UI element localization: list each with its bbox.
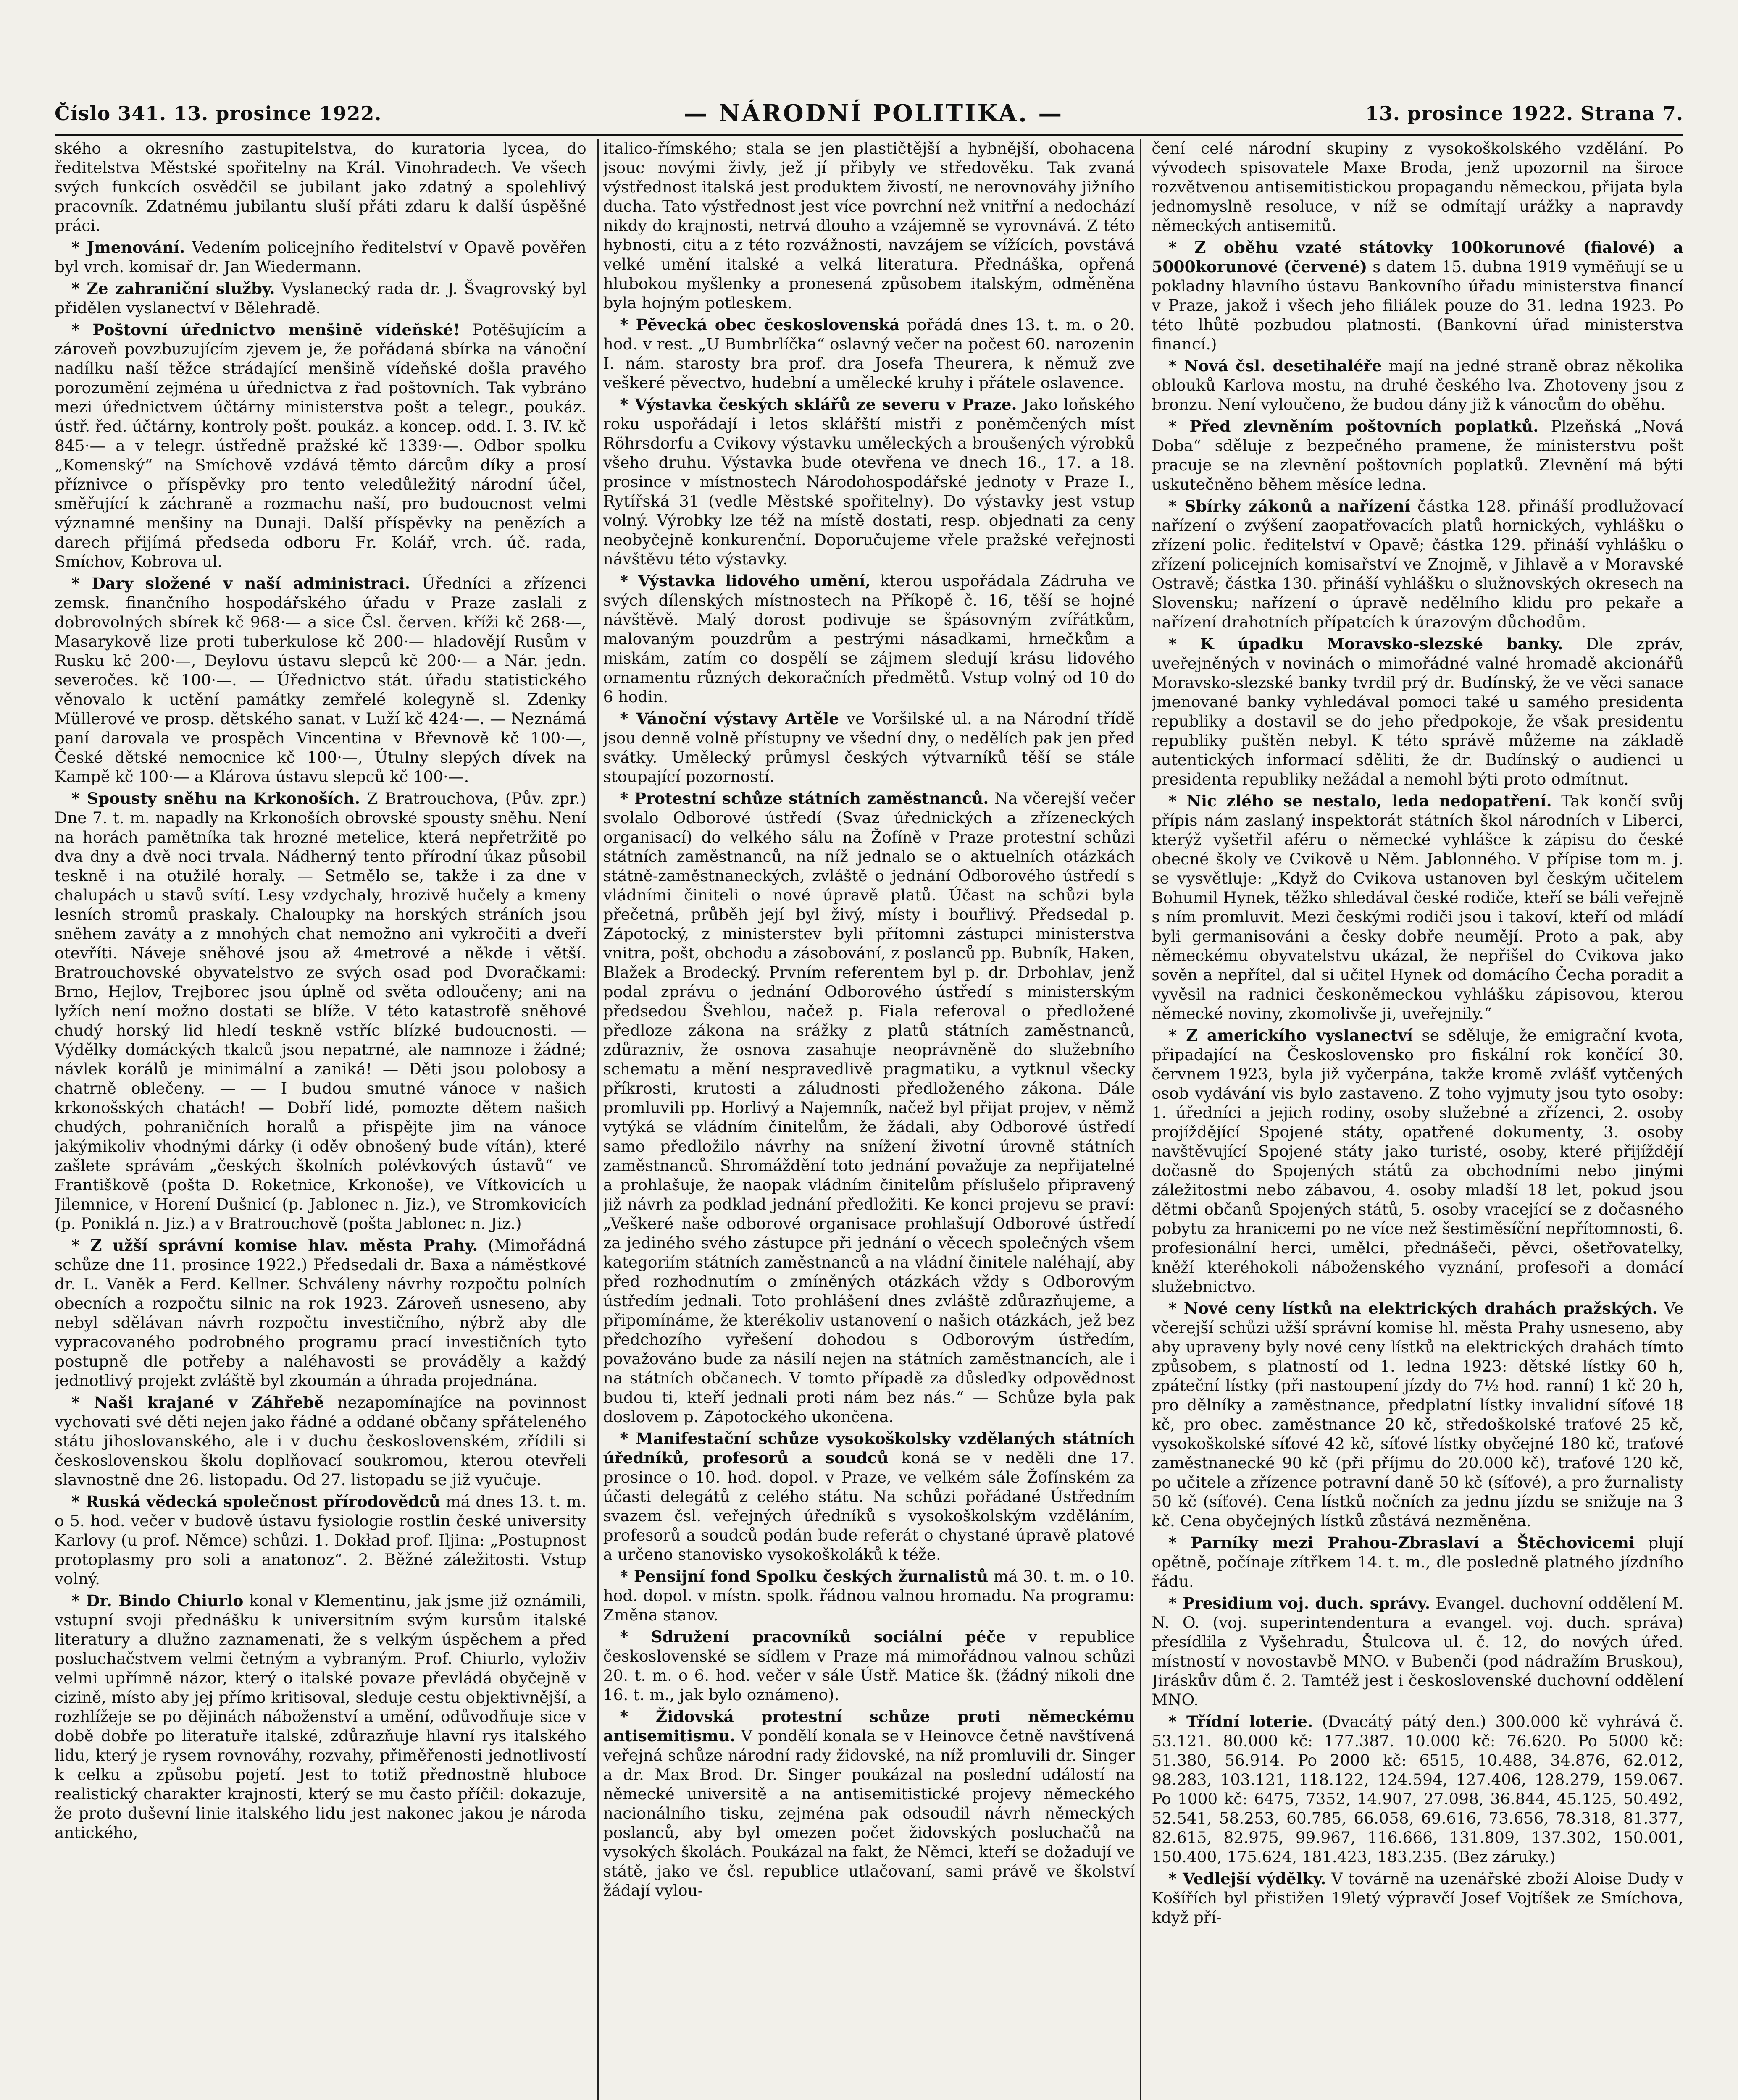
article: [603, 789, 1135, 1426]
article-heading: * K úpadku Moravsko-slezské banky.: [1168, 635, 1563, 653]
article: [55, 139, 586, 235]
article: [55, 1236, 586, 1390]
article-text: plují opětně, počínaje zítřkem 14. t. m., dle posledně platného jízdního řádu.: [1152, 1533, 1683, 1591]
article-heading: * Presidium voj. duch. správy.: [1168, 1594, 1430, 1612]
article: [1152, 356, 1683, 414]
article: [55, 1393, 586, 1489]
article: [1152, 417, 1683, 494]
article-heading: * Z užší správní komise hlav. města Prahy.: [71, 1236, 478, 1255]
article-heading: * Pensijní fond Spolku českých žurnalistů: [620, 1567, 989, 1586]
article-text: mají na jedné straně obraz několika oblouků Karlova mostu, na druhé českého lva. Zhotoveny jsou z bronzu. Není vyloučeno, že budou dány již k vánocům do oběhu.: [1152, 357, 1683, 414]
page-header: [55, 94, 1683, 132]
article-heading: * Poštovní úřednictvo menšině vídeňské!: [71, 320, 460, 339]
article: [55, 574, 586, 786]
article-text: Z Bratrouchova, (Pův. zpr.) Dne 7. t. m. napadly na Krkonoších obrovské spousty sněhu. Není na horách pamětníka tak hrozné metelice, která nepřetržitě po dva dny a dvě noci trvala. Nádherný tento přírodní úkaz působil teskně i na otužilé horaly. — Setmělo se, takže i za dne v chalupách u stavů svítí. Lesy vzdychaly, hrozivě hučely a kmeny lesních stromů praskaly. Chaloupky na horských stráních jsou sněhem zaváty a z mnohých chat nemožno ani vykročiti a dveří otevříti. Náveje sněhové jsou až 4metrové a někde i větší. Bratrouchovské obyvatelstvo ze svých osad pod Dvoračkami: Brno, Hejlov, Trejborec jsou úplně od světa odloučeny; ani na lyžích není možno dostati se blíže. V této katastrofě sněhové chudý horský lid hledí teskně vstříc blízké budoucnosti. — Výdělky domáckých tkalců jsou nepatrné, ale namnoze i žádné; návlek korálů je minimální a zaniká! — Děti jsou polobosy a chatrně oblečeny. — — I budou smutné vánoce v našich krkonošských chatách! — Dobří lidé, pomozte dětem našich chudých, pohraničních horalů a přispějte jim na vánoce jakýmikoliv vhodnými dárky (i oděv obnošený bude vítán), které zašlete správám „českých školních polévkových ústavů“ ve Františkově (pošta D. Roketnice, Krkonoše), ve Vítkovicích u Jilemnice, v Horení Dušnicí (p. Jablonec n. Jiz.), ve Stromkovicích (p. Poniklá n. Jiz.) a v Bratrouchově (pošta Jablonec n. Jiz.): [55, 789, 586, 1233]
article: [55, 1591, 586, 1842]
article-heading: * Sdružení pracovníků sociální péče: [620, 1628, 1006, 1646]
header-left: Číslo 341. 13. prosince 1922.: [55, 102, 382, 125]
article-heading: * Třídní loterie.: [1168, 1712, 1313, 1731]
article: [55, 789, 586, 1233]
article-heading: * Nová čsl. desetihaléře: [1168, 357, 1382, 375]
article: [1152, 1026, 1683, 1296]
article-text: Vyslanecký rada dr. J. Švagrovský byl přidělen vyslanectví v Bělehradě.: [55, 279, 586, 317]
article-heading: * Z oběhu vzaté státovky 100korunové (fialové) a 5000korunové (červené): [1152, 238, 1683, 276]
article-text: Potěšujícím a zároveň povzbuzujícím zjevem je, že pořádaná sbírka na vánoční nadílku naší těžce strádající menšině vídeňské došla pravého porozumění zejména u úřednictva z řad poštovních. Tak vybráno mezi úřednictvem účtárny ministerstva pošt a telegr., poukáz. ústř. řed. účtárny, kontroly pošt. poukáz. a koncep. odd. I. 3. IV. kč 845·— a v telegr. ústředně pražské kč 1339·—. Odbor spolku „Komenský“ na Smíchově vzdává těmto dárcům díky a prosí příznivce o příspěvky pro tento veledůležitý národní účel, směřující k záchraně a rozmachu naší, pro budoucnost velmi významné menšiny na Dunaji. Další příspěvky na penězích a darech přijímá předseda odboru Fr. Kolář, vrch. úč. rada, Smíchov, Kobrova ul.: [55, 320, 586, 571]
article-heading: * Pěvecká obec československá: [620, 315, 900, 334]
article: [603, 1707, 1135, 1900]
column-2: [603, 139, 1135, 2100]
article: [55, 238, 586, 276]
article-heading: * Nic zlého se nestalo, leda nedopatření.: [1168, 792, 1552, 810]
article: [1152, 139, 1683, 235]
article: [603, 395, 1135, 569]
article-heading: * Nové ceny lístků na elektrických drahách pražských.: [1168, 1299, 1658, 1318]
article-heading: * Ze zahraniční služby.: [71, 279, 275, 298]
article: [1152, 634, 1683, 789]
article: [1152, 1593, 1683, 1709]
header-rule: [55, 134, 1683, 136]
article-heading: * Ruská vědecká společnost přírodovědců: [71, 1492, 440, 1511]
article-text: koná se v neděli dne 17. prosince o 10. hod. dopol. v Praze, ve velkém sále Žofínském za účasti delegátů z celého státu. Na schůzi pořádané Ústředním svazem čsl. veřejných úředníků s vysokoškolským vzděláním, profesorů a soudců podán bude referát o chystané úpravě platové a určeno stanovisko vysokoškoláků k téže.: [603, 1449, 1135, 1564]
article-text: nezapomínajíce na povinnost vychovati své děti nejen jako řádné a oddané občany spřáteleného státu jihoslovanského, ale i v duchu československém, zřídili si československou školu doplňovací soukromou, kterou otevřeli slavnostně dne 26. listopadu. Od 27. listopadu se již vyučuje.: [55, 1393, 586, 1489]
article: [1152, 238, 1683, 354]
article-text: V továrně na uzenářské zboží Aloise Dudy v Košířích byl přistižen 19letý výpravčí Josef Vojtíšek ze Smíchova, když pří-: [1152, 1869, 1683, 1927]
article-text: Úředníci a zřízenci zemsk. finančního hospodářského úřadu v Praze zaslali z dobrovolných sbírek kč 968·— a sice Čsl. červen. kříži kč 268·—, Masarykově lize proti tuberkulose kč 200·— hladovějí Rusům v Rusku kč 200·—, Deylovu ústavu slepců kč 200·— a Nár. jedn. severočes. kč 100·—. — Úřednictvo stát. úřadu statistického věnovalo k uctění památky zemřelé kolegyně sl. Zdenky Müllerové ve prosp. dětského sanat. v Luží kč 424·—. — Neznámá paní darovala ve prospěch Vincentina v Břevnově kč 100·—, České dětské nemocnice kč 100·—, Útulny slepých dívek na Kampě kč 100·— a Klárova ústavu slepců kč 100·—.: [55, 574, 586, 786]
article-heading: * Vánoční výstavy Artěle: [620, 709, 839, 728]
columns: [55, 139, 1683, 2100]
article-heading: * Výstavka českých sklářů ze severu v Praze.: [620, 395, 1017, 414]
article: [1152, 791, 1683, 1023]
article-text: kterou uspořádala Zádruha ve svých dílenských místnostech na Příkopě č. 16, těší se hojné návštěvě. Malý dorost podivuje se špásovným zvířátkům, malovaným pouzdrům a pestrými násadkami, hrnečkům a miskám, zatím co dospělí se zájmem sledují krásu lidového ornamentu různých dekoračních předmětů. Vstup volný od 10 do 6 hodin.: [603, 572, 1135, 706]
article-text: Plzeňská „Nová Doba“ sděluje z bezpečného pramene, že ministerstvu pošt pracuje se na zlevnění poštovních poplatků. Zlevnění má býti uskutečněno během měsíce ledna.: [1152, 417, 1683, 494]
article-text: má dnes 13. t. m. o 5. hod. večer v budově ústavu fysiologie rostlin české university Karlovy (u prof. Němce) schůzi. 1. Dokład prof. Iljina: „Postupnost protoplasmy pro soli a anatonoz“. 2. Běžné záležitosti. Vstup volný.: [55, 1492, 586, 1588]
article-heading: * Jmenování.: [71, 238, 185, 257]
article-heading: * Naši krajané v Záhřebě: [71, 1393, 324, 1412]
article: [1152, 1299, 1683, 1530]
article-text: ve Voršilské ul. a na Národní třídě jsou denně volně přístupny ve všední dny, o nedělích pak jen před svátky. Umělecký průmysl českých výtvarníků těší se stále stoupající pozorností.: [603, 709, 1135, 786]
article-text: konal v Klementinu, jak jsme již oznámili, vstupní svoji přednášku k universitním svým kursům italské literatury a dlužno zaznamenati, že s velkým úspěchem a před posluchačstvem velmi četným a vybraným. Prof. Chiurlo, vyloživ velmi upřímně názor, který o italské povaze převládá obyčejně v cizině, místo aby jej přímo kritisoval, sleduje cestu objektivnější, a rozhlížeje se po dějinách náboženství a umění, odůvodňuje sice v době dobře po literatuře italské, zdůrazňuje hlavní rys italského lidu, který je rysem rovnováhy, rozvahy, přiměřenosti jednotlivostí k celku a způsobu pojetí. Jest to totiž přednostně hluboce realistický charakter krajnosti, který se mu často příčil: dokazuje, že proto duševní linie italského lidu jest nakonec jakou je národa antického,: [55, 1591, 586, 1842]
article-text: s datem 15. dubna 1919 vyměňují se u pokladny hlavního ústavu Bankovního úřadu ministerstva financí v Praze, jakož i všech jeho filiálek pouze do 31. ledna 1923. Po této lhůtě pozbudou platnosti. (Bankovní úřad ministerstva financí.): [1152, 257, 1683, 353]
article-text: Dle zpráv, uveřejněných v novinách o mimořádné valné hromadě akcionářů Moravsko-slezské banky tvrdil prý dr. Budínský, že ve věci sanace jmenované banky vyhledával pomoci také u samého presidenta republiky a dostavil se do jeho předpokoje, že však presidentu republiky puštěn nebyl. K této správě můžeme na základě autentických informací sděliti, že dr. Budínský o audienci u presidenta republiky nežádal a nemohl býti proto odmítnut.: [1152, 635, 1683, 788]
article: [603, 1627, 1135, 1704]
article-text: se sděluje, že emigrační kvota, připadající na Československo pro fiskální rok končící 30. červnem 1923, byla již vyčerpána, takže kromě zvlášť vytčených osob vydávání vis bylo zastaveno. Z toho vyjmuty jsou tyto osoby: 1. úředníci a jejich rodiny, osoby služebné a zřízenci, 2. osoby projíždějící Spojené státy, opatřené dokumenty, 3. osoby navštěvující Spojené státy jako turisté, osoby, které přijíždějí dočasně do Spojených států za obchodními nebo jinými záležitostmi nebo zábavou, 4. osoby mladší 18 let, pokud jsou dětmi občanů Spojených států, 5. osoby vracející se z dočasného pobytu za hranicemi po ne více než šestiměsíční nepřítomnosti, 6. profesionální herci, umělci, přednášeči, pěvci, ošetřovatelky, kněží kteréhokoli náboženského vyznání, profesoři a domácí služebnictvo.: [1152, 1026, 1683, 1296]
article-text: pořádá dnes 13. t. m. o 20. hod. v rest. „U Bumbrlíčka“ oslavný večer na počest 60. narozenin I. nám. starosty bra prof. dra Josefa Theurera, k němuž zve veškeré pěvectvo, hudební a umělecké kruhy i přátele oslavence.: [603, 315, 1135, 392]
article: [603, 571, 1135, 706]
article: [603, 1567, 1135, 1625]
article-heading: * Z americkího vyslanectví: [1168, 1026, 1413, 1045]
article-text: Tak končí svůj přípis nám zaslaný inspektorát státních škol národních v Liberci, kterýž vyšetřil aféru o německé vyhlášce k zápisu do české obecné školy ve Cvikově u Něm. Jablonného. V přípise tom m. j. se vysvětluje: „Když do Cvikova ustanoven byl českým učitelem Bohumil Hynek, těžko shledával české rodiče, kteří se báli veřejně s ním promluvit. Mezi českými rodiči jsou i takoví, kteří od mládí byli germanisováni a česky dobře neumějí. Proto a pak, aby německému obyvatelstvu ukázal, že nepřišel do Cvikova jako sověn a nepřítel, dal si učitel Hynek od domácího Čecha poradit a vyvěsil na radnici českoněmeckou vyhlášku zápisovou, kterou německé noviny, zkomolivše ji, uveřejnily.“: [1152, 792, 1683, 1023]
article: [603, 315, 1135, 392]
article: [1152, 1869, 1683, 1927]
article-text: čení celé národní skupiny z vysokoškolského vzdělání. Po vývodech spisovatele Maxe Broda, jenž upozornil na široce rozvětvenou antisemitistickou propagandu německou, přijata byla jednomyslně resoluce, v níž se odmítají urážky a napravdy německých antisemitů.: [1152, 139, 1683, 235]
article-heading: * Sbírky zákonů a nařízení: [1168, 497, 1410, 515]
header-right: 13. prosince 1922. Strana 7.: [1365, 102, 1683, 125]
article-text: v republice československé se sídlem v Praze má mimořádnou valnou schůzi 20. t. m. o 6. hod. večer v sále Ústř. Matice šk. (žádný nikoli dne 16. t. m., jak bylo oznámeno).: [603, 1628, 1135, 1704]
article-text: částka 128. přináší prodlužovací nařízení o zvýšení zaopatřovacích platů hornických, vyhlášku o zřízení polic. ředitelství v Opavě; částka 129. přináší vyhlášku o zřízení policejních komisařství ve Znojmě, v Jihlavě a v Moravské Ostravě; částka 130. přináší vyhlášku o služnovských okresech na Slovensku; nařízení o úpravě nedělního klidu pro pekaře a nařízení drahotních přípatcích k úrazovým důchodům.: [1152, 497, 1683, 631]
article-text: Ve včerejší schůzi užší správní komise hl. města Prahy usneseno, aby aby upraveny byly nové ceny lístků na elektrických drahách tímto způsobem, s platností od 1. ledna 1923: dětské lístky 60 h, zpáteční lístky (při nastoupení jízdy do 7½ hod. ranní) 1 kč 20 h, pro dělníky a zaměstnance, předplatní lístky invalidní síťové 18 kč, pro obec. zaměstnance 20 kč, středoškolské traťové 25 kč, vysokoškolské síťové 42 kč, síťové lístky obyčejné 180 kč, traťové zaměstnanecké 90 kč (při příjmu do 20.000 kč), traťové 120 kč, po učitele a zřízence potravní daně 50 kč (síťové), a pro žurnalisty 50 kč (síťové). Cena lístků nočních za jednu jízdu se snižuje na 3 kč. Cena obyčejných lístků zůstává nezměněna.: [1152, 1299, 1683, 1530]
article-text: Evangel. duchovní oddělení M. N. O. (voj. superintendentura a evangel. voj. duch. správa) přesídlila z Vyšehradu, Štulcova ul. č. 12, do nových úřed. místností v novostavbě MNO. v Bubenči (pod nádražím Bruskou), Jiráskův dům č. 2. Tamtéž jest i československé duchovní oddělení MNO.: [1152, 1594, 1683, 1709]
article: [603, 709, 1135, 786]
column-1: [55, 139, 586, 2100]
article-text: má 30. t. m. o 10. hod. dopol. v místn. spolk. řádnou valnou hromadu. Na programu: Změna stanov.: [603, 1567, 1135, 1624]
article-heading: * Před zlevněním poštovních poplatků.: [1168, 417, 1539, 436]
article-heading: * Židovská protestní schůze proti německému antisemitismu.: [603, 1707, 1135, 1745]
article: [55, 279, 586, 318]
column-divider: [597, 139, 599, 2100]
article-heading: * Spousty sněhu na Krkonoších.: [71, 789, 360, 808]
article: [1152, 496, 1683, 632]
article-text: Na včerejší večer svolalo Odborové ústředí (Svaz úřednických a zřízeneckých organisací) do velkého sálu na Žofíně v Praze protestní schůzi státních zaměstnanců, na níž jednalo se o aktuelních otázkách státně-zaměstnaneckých, zvláště o jednání Odborového ústředí s vládními činiteli o nové úpravě platů. Účast na schůzi byla přečetná, průběh její byl živý, místy i bouřlivý. Předsedal p. Zápotocký, z ministerstev byli přítomni zástupci ministerstva vnitra, pošt, obchodu a zásobování, z poslanců pp. Bubník, Haken, Blažek a Brodecký. Prvním referentem byl p. dr. Drbohlav, jenž podal zprávu o jednání Odborového ústředí s ministerským předsedou Švehlou, načež p. Fiala referoval o předložené předloze zákona na srážky z platů státních zaměstnanců, zdůrazniv, že osnova zasahuje neoprávněně do služebního schematu a mění nespravedlivě pragmatiku, a vytknul všecky příkrosti, krutosti a záludnosti předloženého zákona. Dále promluvili pp. Horlivý a Najemník, načež byl přijat projev, v němž vytýká se vládním činitelům, že žádali, aby Odborové ústředí samo předložilo návrhy na snížení životní úrovně státních zaměstnanců. Shromáždění toto jednání považuje za nepřijatelné a prohlašuje, že naopak vládním činitelům příslušelo připravený již návrh za podklad jednání předložiti. Ke konci projevu se praví: „Veškeré naše odborové organisace prohlašují Odborové ústředí za jediného svého zástupce při jednání o věcech společných všem kategoriím státních zaměstnanců a na vládní činitele naléhají, aby před rozhodnutím o zmíněných otázkách vždy s Odborovým ústředím jednali. Toto prohlášení dnes zvláště zdůrazňujeme, a připomínáme, že kterékoliv ustanovení o našich otázkách, jež bez předchozího vyřešení dohodou s Odborovým ústředím, považováno bude za násilí nejen na státních zaměstnancích, ale i na státních občanech. V tomto případě za důsledky odpovědnost budou ti, kteří jednali proti nám bez nás.“ — Schůze byla pak doslovem p. Zápotockého ukončena.: [603, 789, 1135, 1426]
article-heading: * Vedlejší výdělky.: [1168, 1869, 1326, 1888]
article-heading: * Dr. Bindo Chiurlo: [71, 1591, 244, 1610]
article-heading: * Dary složené v naší administraci.: [71, 574, 410, 593]
article: [603, 139, 1135, 312]
article-text: (Dvacátý pátý den.) 300.000 kč vyhrává č. 53.121. 80.000 kč: 177.387. 10.000 kč: 76.620. Po 5000 kč: 51.380, 56.914. Po 2000 kč: 6515, 10.488, 34.876, 62.012, 98.283, 103.121, 118.122, 124.594, 127.406, 128.279, 159.067. Po 1000 kč: 6475, 7352, 14.907, 27.098, 36.844, 45.125, 50.492, 52.541, 58.253, 60.785, 66.058, 69.616, 73.656, 78.318, 81.377, 82.615, 82.975, 99.967, 116.666, 131.809, 137.302, 150.001, 150.400, 175.624, 181.423, 183.235. (Bez záruky.): [1152, 1712, 1683, 1866]
article: [603, 1429, 1135, 1564]
article-text: ského a okresního zastupitelstva, do kuratoria lycea, do ředitelstva Městské spořitelny na Král. Vinohradech. Ve všech svých funkcích osvědčil se jubilant jako zdatný a spolehlivý pracovník. Zdatnému jubilantu sluší přáti zdaru k další úspěšné práci.: [55, 139, 586, 235]
article-text: italico-římského; stala se jen plastičtější a hybnější, obohacena jsouc novými živly, jež jí přibyly ve středověku. Tak zvaná výstřednost italská jest produktem živostí, ne nerovnováhy jižního ducha. Tato výstřednost jest více povrchní než vnitřní a nedochází nikdy do krajnosti, netrvá dlouho a vzájemně se vyrovnává. Z této hybnosti, citu a z této rozvážnosti, navzájem se vížících, povstává velké umění italské a velká literatura. Přednáška, opřená hlubokou myšlenky a pronesená způsobem italským, odměněna byla hojným potleskem.: [603, 139, 1135, 312]
column-divider: [1140, 139, 1141, 2100]
article: [55, 320, 586, 571]
article: [1152, 1533, 1683, 1591]
article-text: (Mimořádná schůze dne 11. prosince 1922.) Předsedali dr. Baxa a náměstkové dr. L. Vaněk a Ferd. Kellner. Schváleny návrhy rozpočtu polních obecních a rozpočtu silnic na rok 1923. Zároveň usneseno, aby nebyl sdělávan návrh rozpočtu investičního, nýbrž aby dle vypracovaného podrobného programu prací investičních tyto postupně dle potřeby a naléhavosti se prováděly a každý jednotlivý projekt zvláště byl zkoumán a úhrada projednána.: [55, 1236, 586, 1390]
article-heading: * Protestní schůze státních zaměstnanců.: [620, 789, 989, 808]
article-heading: * Výstavka lidového umění,: [620, 572, 871, 590]
article-text: Vedením policejního ředitelství v Opavě pověřen byl vrch. komisař dr. Jan Wiedermann.: [55, 238, 586, 276]
article-text: V pondělí konala se v Heinovce četně navštívená veřejná schůze národní rady židovské, na níž promluvili dr. Singer a dr. Max Brod. Dr. Singer poukázal na poslední událostí na německé universitě a na antisemitistické projevy německého nacionálního tisku, zejména pak odsoudil návrh německých poslanců, aby byl omezen počet židovských posluchačů na vysokých školách. Poukázal na fakt, že Němci, kteří se dožadují ve státě, jako ve čsl. republice utlačovaní, sami právě ve školství žádají vylou-: [603, 1727, 1135, 1900]
article-heading: * Parníky mezi Prahou-Zbraslaví a Štěchovicemi: [1168, 1533, 1635, 1552]
article-heading: * Manifestační schůze vysokoškolsky vzdělaných státních úředníků, profesorů a soudců: [603, 1429, 1135, 1467]
article: [1152, 1712, 1683, 1866]
article: [55, 1492, 586, 1588]
column-3: [1152, 139, 1683, 2100]
newspaper-title: — NÁRODNÍ POLITIKA. —: [684, 100, 1064, 127]
article-text: Jako loňského roku uspořádají i letos sklářští mistři z poněmčených míst Röhrsdorfu a Cvikovy výstavku uměleckých a broušených výrobků všeho druhu. Výstavka bude otevřena ve dnech 16., 17. a 18. prosince v místnostech Národohospodářské jednoty v Praze I., Rytířská 31 (vedle Městské spořitelny). Do výstavky jest vstup volný. Výrobky lze též na místě dostati, resp. objednati za ceny neobyčejně konkurenční. Doporučujeme vřele pražské veřejnosti návštěvu této výstavky.: [603, 395, 1135, 568]
